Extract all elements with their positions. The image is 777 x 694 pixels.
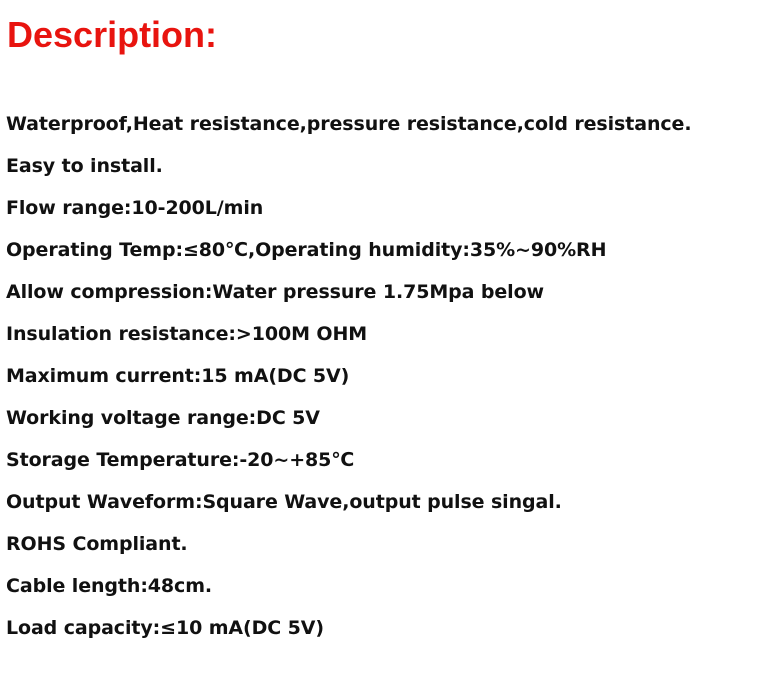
spec-waterproof: Waterproof,Heat resistance,pressure resistance,cold resistance. — [6, 113, 692, 135]
spec-output-waveform: Output Waveform:Square Wave,output pulse singal. — [6, 491, 562, 513]
description-heading: Description: — [7, 14, 218, 55]
spec-insulation: Insulation resistance:>100M OHM — [6, 323, 368, 345]
spec-operating-temp: Operating Temp:≤80℃,Operating humidity:35%~90%RH — [6, 239, 607, 261]
spec-load-capacity: Load capacity:≤10 mA(DC 5V) — [6, 617, 324, 639]
spec-voltage-range: Working voltage range:DC 5V — [6, 407, 320, 429]
spec-storage-temp: Storage Temperature:-20~+85℃ — [6, 449, 355, 471]
spec-rohs: ROHS Compliant. — [6, 533, 188, 555]
spec-cable-length: Cable length:48cm. — [6, 575, 213, 597]
spec-max-current: Maximum current:15 mA(DC 5V) — [6, 365, 350, 387]
spec-list — [6, 111, 691, 657]
spec-install: Easy to install. — [6, 155, 163, 177]
spec-compression: Allow compression:Water pressure 1.75Mpa below — [6, 281, 544, 303]
spec-flow-range: Flow range:10-200L/min — [6, 197, 264, 219]
